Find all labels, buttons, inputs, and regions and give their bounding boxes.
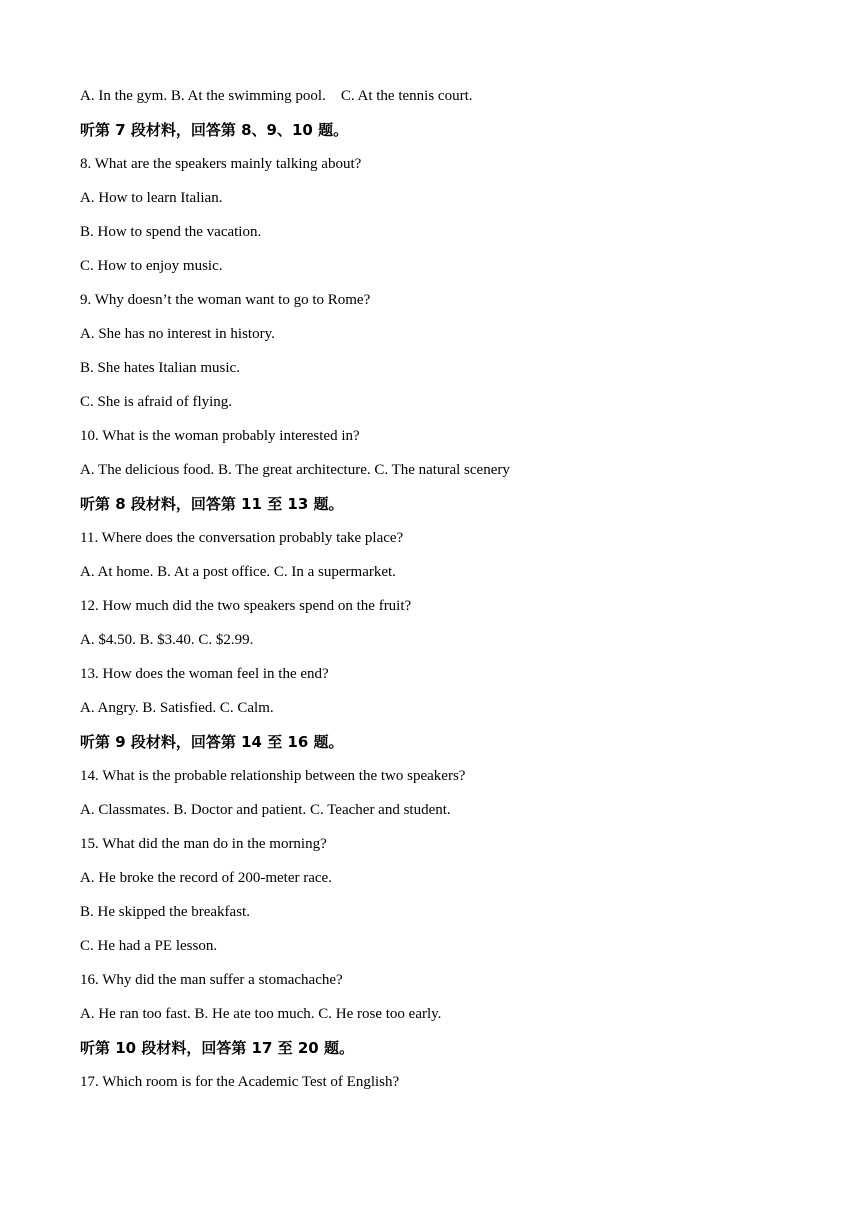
text-line: A. In the gym. B. At the swimming pool. C. At the tennis court. (80, 88, 473, 104)
text-line: 8. What are the speakers mainly talking about? (80, 156, 362, 172)
section-heading: 听第 10 段材料，回答第 17 至 20 题。 (80, 1039, 354, 1057)
text-line: 9. Why doesn’t the woman want to go to Rome? (80, 292, 371, 308)
text-line: 17. Which room is for the Academic Test of English? (80, 1074, 400, 1090)
section-heading: 听第 7 段材料，回答第 8、9、10 题。 (80, 121, 349, 139)
text-line: A. The delicious food. B. The great architecture. C. The natural scenery (80, 462, 510, 478)
text-line: A. Classmates. B. Doctor and patient. C. Teacher and student. (80, 802, 451, 818)
section-heading: 听第 8 段材料，回答第 11 至 13 题。 (80, 495, 344, 513)
text-line: 10. What is the woman probably interested in? (80, 428, 360, 444)
text-line: 12. How much did the two speakers spend on the fruit? (80, 598, 412, 614)
text-line: 14. What is the probable relationship between the two speakers? (80, 768, 466, 784)
text-line: 13. How does the woman feel in the end? (80, 666, 329, 682)
text-line: B. He skipped the breakfast. (80, 904, 250, 920)
text-line: B. She hates Italian music. (80, 360, 240, 376)
text-line: C. How to enjoy music. (80, 258, 223, 274)
text-line: C. She is afraid of flying. (80, 394, 233, 410)
text-line: A. He ran too fast. B. He ate too much. C. He rose too early. (80, 1006, 442, 1022)
text-line: A. $4.50. B. $3.40. C. $2.99. (80, 632, 254, 648)
text-line: 15. What did the man do in the morning? (80, 836, 327, 852)
text-line: 11. Where does the conversation probably take place? (80, 530, 404, 546)
text-line: B. How to spend the vacation. (80, 224, 262, 240)
document-page (80, 86, 840, 1106)
section-heading: 听第 9 段材料，回答第 14 至 16 题。 (80, 733, 344, 751)
text-line: A. Angry. B. Satisfied. C. Calm. (80, 700, 274, 716)
text-line: 16. Why did the man suffer a stomachache? (80, 972, 343, 988)
text-line: A. She has no interest in history. (80, 326, 275, 342)
text-line: A. He broke the record of 200-meter race. (80, 870, 332, 886)
text-line: A. How to learn Italian. (80, 190, 223, 206)
text-line: C. He had a PE lesson. (80, 938, 218, 954)
text-line: A. At home. B. At a post office. C. In a supermarket. (80, 564, 396, 580)
